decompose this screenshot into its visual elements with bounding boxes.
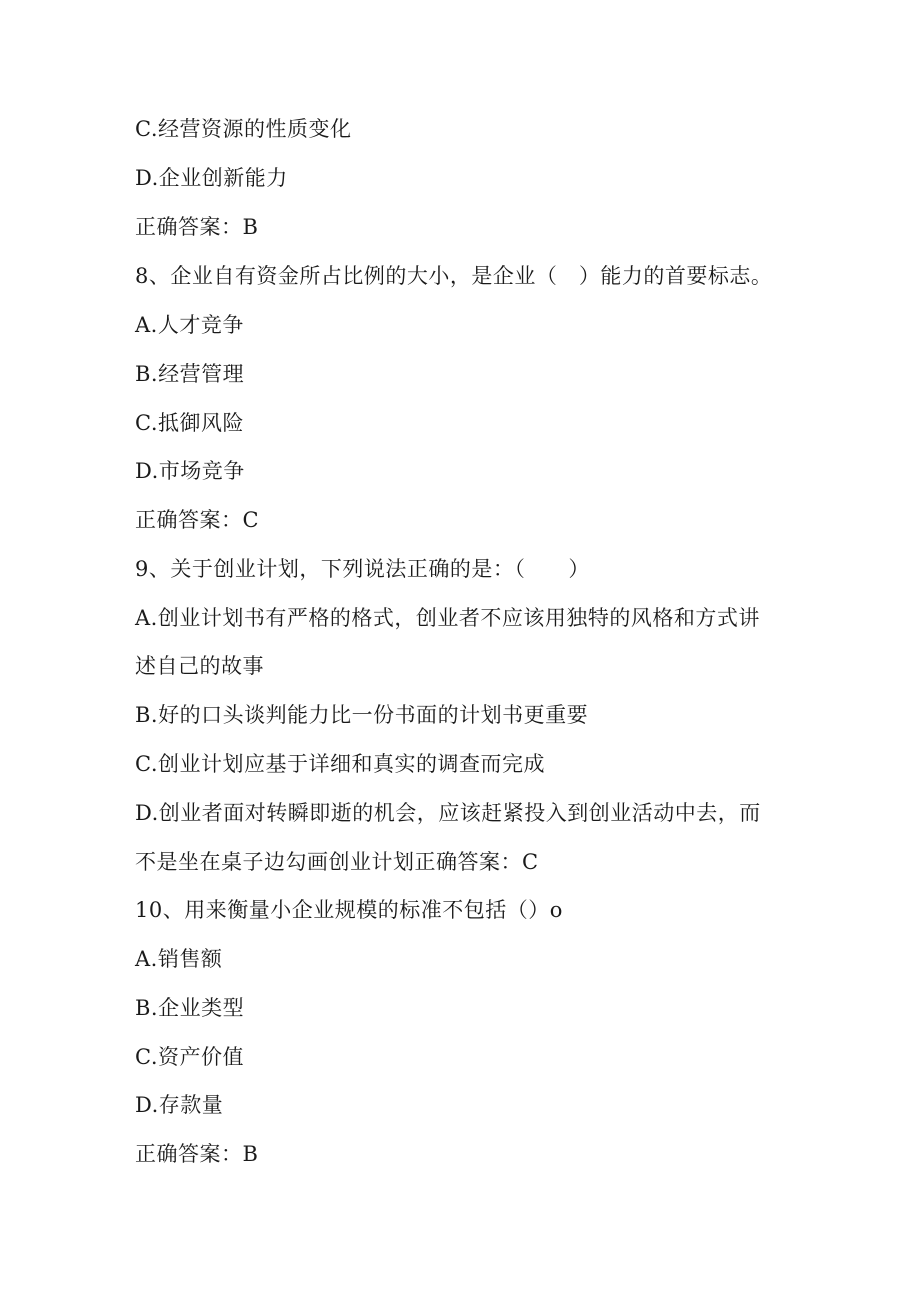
option-10c: C.资产价值 xyxy=(135,1045,244,1069)
option-7c: C.经营资源的性质变化 xyxy=(135,117,352,141)
question-10: 10、用来衡量小企业规模的标准不包括（）o xyxy=(135,898,563,922)
option-9d-continued-with-answer: 不是坐在桌子边勾画创业计划正确答案：C xyxy=(135,850,539,874)
option-8b: B.经营管理 xyxy=(135,362,245,386)
option-8d: D.市场竞争 xyxy=(135,459,245,483)
option-9c: C.创业计划应基于详细和真实的调查而完成 xyxy=(135,752,545,776)
option-7d: D.企业创新能力 xyxy=(135,166,288,190)
answer-10: 正确答案：B xyxy=(135,1142,259,1166)
answer-7: 正确答案：B xyxy=(135,215,259,239)
option-8c: C.抵御风险 xyxy=(135,411,244,435)
option-10d: D.存款量 xyxy=(135,1093,224,1117)
option-9a-continued: 述自己的故事 xyxy=(135,654,264,678)
question-8: 8、企业自有资金所占比例的大小，是企业（ ）能力的首要标志。 xyxy=(135,264,773,288)
option-10b: B.企业类型 xyxy=(135,996,245,1020)
question-9: 9、关于创业计划，下列说法正确的是：（ ） xyxy=(135,557,590,581)
option-8a: A.人才竞争 xyxy=(135,313,244,337)
option-9a: A.创业计划书有严格的格式，创业者不应该用独特的风格和方式讲 xyxy=(135,606,760,630)
answer-8: 正确答案：C xyxy=(135,508,260,532)
option-9b: B.好的口头谈判能力比一份书面的计划书更重要 xyxy=(135,703,589,727)
option-10a: A.销售额 xyxy=(135,947,223,971)
option-9d: D.创业者面对转瞬即逝的机会，应该赶紧投入到创业活动中去，而 xyxy=(135,801,761,825)
